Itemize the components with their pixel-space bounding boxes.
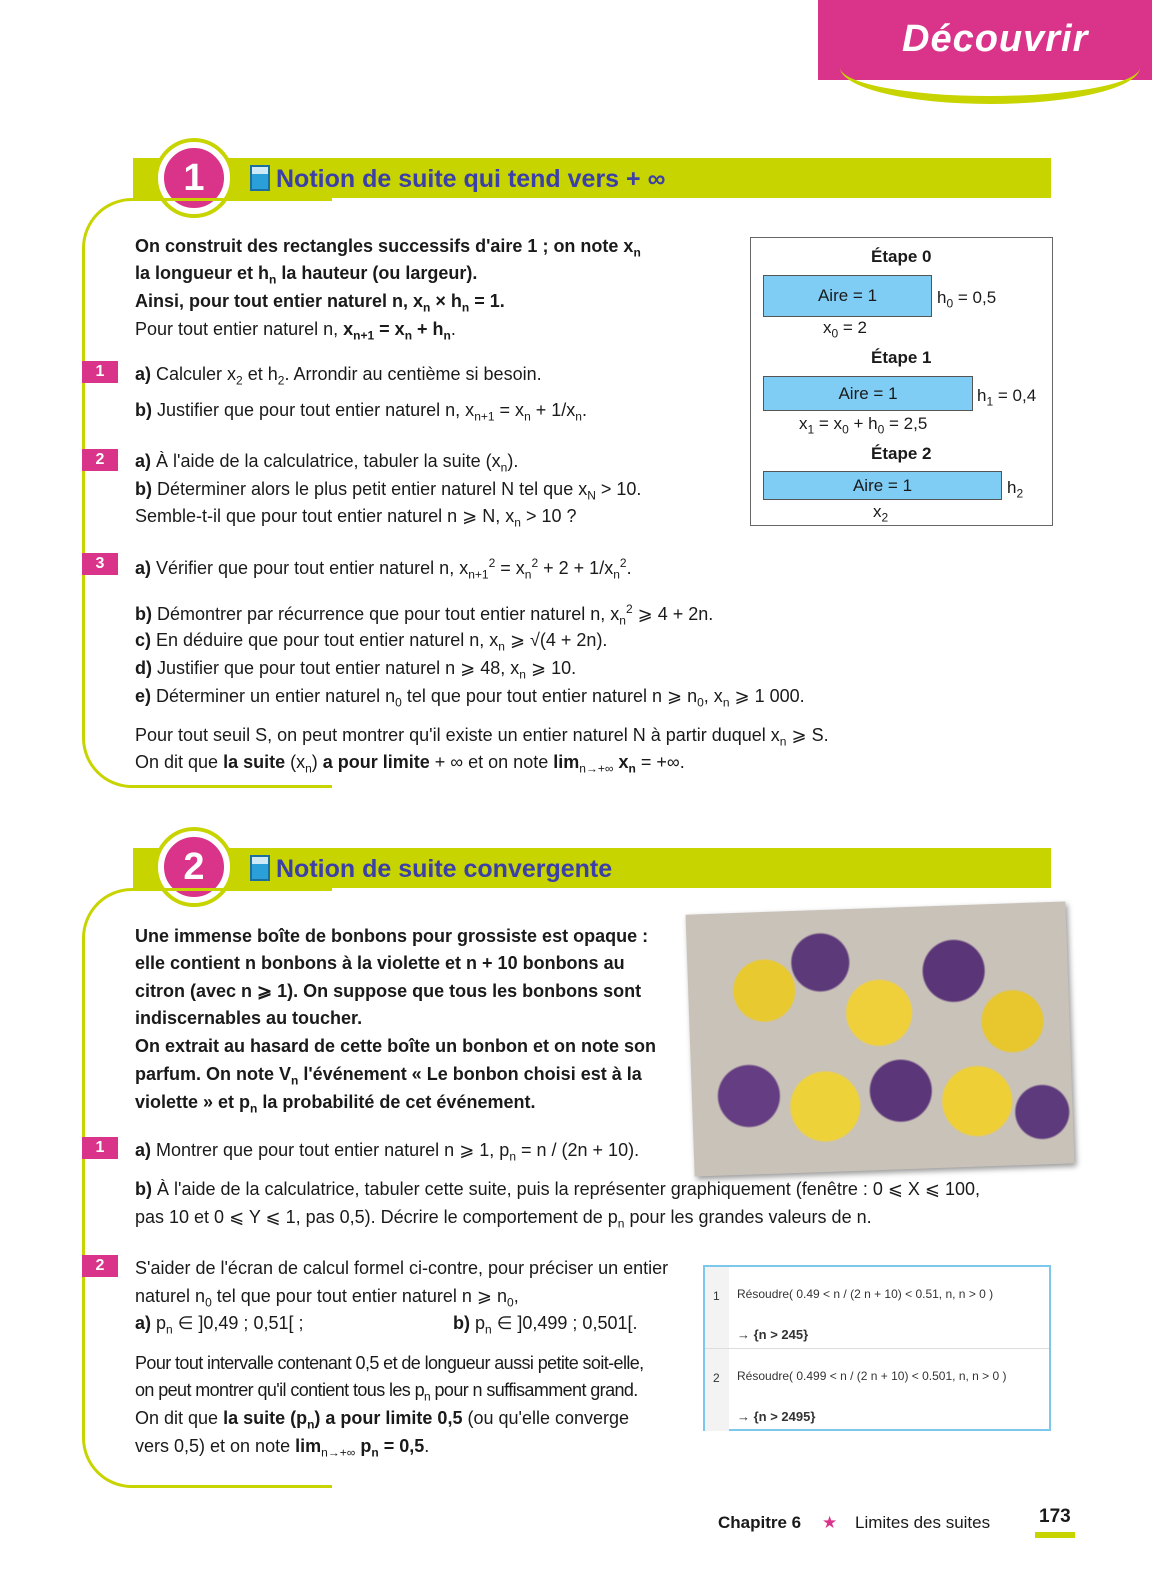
h0-label: $h_0 = 0,5$ (937, 288, 997, 311)
section-1-title (250, 165, 665, 194)
step-label: Étape 1 (871, 348, 932, 367)
question-1b: b) Justifier que pour tout entier naturel n, $x_{n+1} = x_n + 1/x_n$. (135, 400, 587, 424)
footer-chapter: Chapitre 6 (718, 1513, 802, 1532)
cas-screen (703, 1265, 1051, 1431)
section-1-title-text: Notion de suite qui tend vers + ∞ (276, 165, 666, 193)
calculator-icon (250, 165, 270, 191)
rectangle-step-1: Aire = 1 (763, 376, 973, 411)
question-1b-cont: pas 10 et 0 ⩽ Y ⩽ 1, pas 0,5). Décrire le comportement de $p_n$ pour les grandes valeurs de n. (135, 1207, 872, 1231)
x1-label: $x_1 = x_0 + h_0 = 2,5$ (799, 414, 928, 437)
question-1a: a) Montrer que pour tout entier naturel n ⩾ 1, $p_n = n / (2n + 10)$. (135, 1140, 640, 1164)
decorative-swoosh (840, 60, 1140, 104)
tab-label: Découvrir (902, 18, 1089, 60)
x0-label: $x_0 = 2$ (823, 318, 868, 341)
conclusion-line: On dit que la suite $(p_n)$ a pour limite 0,5 (ou qu'elle converge (135, 1408, 630, 1432)
question-1a: a) Calculer $x_2$ et $h_2$. Arrondir au centième si besoin. (135, 364, 542, 388)
calculator-icon (250, 855, 270, 881)
section-2-title (250, 855, 612, 884)
intro-line: Pour tout entier naturel n, $x_{n+1} = x_n + h_n$. (135, 319, 456, 343)
step-label: Étape 2 (871, 444, 932, 463)
footer-title: Limites des suites (855, 1513, 991, 1532)
question-number: 1 (82, 1137, 118, 1159)
cas-input[interactable]: Résoudre( 0.49 < n / (2 n + 10) < 0.51, n, n > 0 ) (737, 1287, 994, 1301)
rectangle-step-2: Aire = 1 (763, 471, 1002, 500)
question-2-text: naturel $n_0$ tel que pour tout entier naturel n ⩾ $n_0$, (135, 1286, 519, 1310)
h2-label: $h_2$ (1007, 478, 1024, 501)
question-2b: b) Déterminer alors le plus petit entier naturel N tel que $x_N > 10$. (135, 479, 642, 503)
intro-line: la longueur et $h_n$ la hauteur (ou largeur). (135, 263, 478, 287)
question-3a: a) Vérifier que pour tout entier naturel n, $x_{n+1}^2 = x_n^2 + 2 + 1/x_n^2$. (135, 556, 632, 582)
conclusion-line: on peut montrer qu'il contient tous les $p_n$ pour n suffisamment grand. (135, 1380, 638, 1404)
cas-line-number: 2 (713, 1371, 720, 1385)
intro-line: citron (avec n ⩾ 1). On suppose que tous les bonbons sont (135, 981, 642, 1001)
h1-label: $h_1 = 0,4$ (977, 386, 1037, 409)
intro-line: Ainsi, pour tout entier naturel n, $x_n \times h_n = 1$. (135, 291, 505, 315)
x2-label: $x_2$ (873, 502, 889, 525)
question-3d: d) Justifier que pour tout entier naturel n ⩾ 48, $x_n$ ⩾ 10. (135, 658, 577, 682)
cas-row (705, 1349, 1049, 1431)
intro-line: Une immense boîte de bonbons pour grossiste est opaque : (135, 926, 649, 946)
intro-line: On construit des rectangles successifs d'aire 1 ; on note $x_n$ (135, 236, 641, 260)
cas-line-number: 1 (713, 1289, 720, 1303)
intro-line: elle contient n bonbons à la violette et n + 10 bonbons au (135, 953, 625, 973)
step-label: Étape 0 (871, 247, 932, 266)
question-number: 2 (82, 449, 118, 471)
question-number: 2 (82, 1255, 118, 1277)
section-2-number: 2 (158, 831, 230, 903)
question-number: 3 (82, 553, 118, 575)
intro-line: On extrait au hasard de cette boîte un bonbon et on note son (135, 1036, 657, 1056)
question-1b: b) À l'aide de la calculatrice, tabuler cette suite, puis la représenter graphiquement (fenêtre : 0 ⩽ X ⩽ 100, (135, 1179, 981, 1199)
star-icon: ★ (822, 1513, 838, 1532)
intro-line: violette » et $p_n$ la probabilité de cet événement. (135, 1092, 536, 1116)
section-2-title-text: Notion de suite convergente (276, 855, 613, 883)
cas-output: → {n > 245} (737, 1327, 809, 1342)
cas-gutter (705, 1349, 729, 1431)
cas-row (705, 1267, 1049, 1349)
question-3e: e) Déterminer un entier naturel $n_0$ tel que pour tout entier naturel n ⩾ $n_0$, $x_n$ ⩾ 1 000. (135, 686, 805, 710)
conclusion-line: On dit que la suite $(x_n)$ a pour limite + ∞ et on note $\lim_{n\to+\infty} x_n$ = +∞. (135, 752, 685, 776)
question-2a: a) $p_n$ ∈ ]0,49 ; 0,51[ ; (135, 1313, 304, 1337)
question-3c: c) En déduire que pour tout entier naturel n, $x_n$ ⩾ √(4 + 2n). (135, 630, 608, 654)
question-3b: b) Démontrer par récurrence que pour tout entier naturel n, $x_n^2$ ⩾ 4 + 2n. (135, 602, 714, 628)
conclusion-line: Pour tout intervalle contenant 0,5 et de longueur aussi petite soit-elle, (135, 1353, 644, 1373)
question-2a: a) À l'aide de la calculatrice, tabuler la suite $(x_n)$. (135, 451, 519, 475)
candy-photo (686, 901, 1075, 1176)
page-number: 173 (1035, 1506, 1075, 1538)
cas-output: → {n > 2495} (737, 1409, 816, 1424)
conclusion-line: vers 0,5) et on note $\lim_{n\to+\infty} p_n = 0,5$. (135, 1436, 430, 1460)
cas-input[interactable]: Résoudre( 0.499 < n / (2 n + 10) < 0.501, n, n > 0 ) (737, 1369, 1007, 1383)
conclusion-line: Pour tout seuil S, on peut montrer qu'il existe un entier naturel N à partir duquel $x_n$ ⩾ S. (135, 725, 829, 749)
question-2-text: Semble-t-il que pour tout entier naturel n ⩾ N, $x_n > 10$ ? (135, 506, 577, 530)
question-number: 1 (82, 361, 118, 383)
section-1-number: 1 (158, 142, 230, 214)
question-2b: b) $p_n$ ∈ ]0,499 ; 0,501[. (453, 1313, 638, 1337)
cas-gutter (705, 1267, 729, 1348)
question-2-text: S'aider de l'écran de calcul formel ci-contre, pour préciser un entier (135, 1258, 669, 1278)
rectangle-step-0: Aire = 1 (763, 275, 932, 317)
intro-line: parfum. On note $V_n$ l'événement « Le bonbon choisi est à la (135, 1064, 642, 1088)
rectangles-figure (750, 237, 1053, 526)
intro-line: indiscernables au toucher. (135, 1008, 363, 1028)
